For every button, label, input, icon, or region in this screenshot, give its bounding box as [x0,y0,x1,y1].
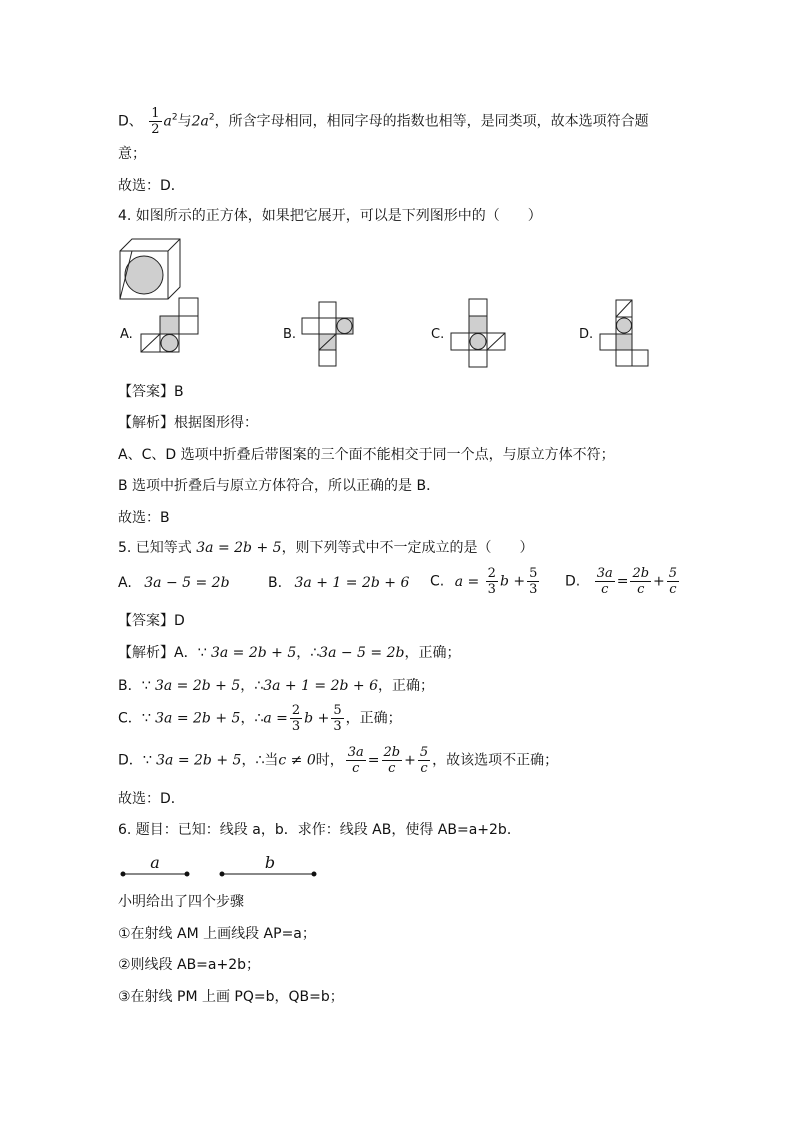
q5-option-b-expr: 3a + 1 = 2b + 6 [294,575,410,591]
q4-option-b-net [302,302,362,370]
q5-analysis-a [118,643,460,663]
fraction-denominator: 3 [291,719,301,734]
fraction-numerator: 2 [291,703,301,718]
fraction-denominator: c [420,761,428,776]
q5-an-d-cond: c ≠ 0 [278,752,316,769]
q4-answer: 【答案】B [118,384,184,400]
q5-analysis-d [118,745,558,776]
q5-an-b-eq1: 3a = 2b + 5 [154,678,241,694]
fraction-numerator: 5 [333,703,342,718]
q3-choose: 故选：D． [118,178,185,194]
fraction-numerator: 5 [668,566,678,581]
q5-an-c-sep: ，∴ [240,710,264,727]
q6-segments-figure [118,852,328,882]
fraction [331,703,343,734]
q5-option-d [565,566,681,597]
q5-an-d-eq1: 3a = 2b + 5 [156,752,242,769]
fraction-numerator: 3a [347,745,364,760]
q5-an-b-sep: ，∴ [240,678,264,694]
q5-stem-pre: 5. 已知等式 [118,540,192,556]
q4-option-a-net [141,298,201,356]
fraction [595,566,615,597]
q3-d-with: 与 [177,113,192,130]
q3-d-continuation: 意； [118,146,146,162]
q5-an-d-post: ，故该选项不正确； [432,752,559,769]
fraction-numerator: 5 [419,745,429,760]
q4-option-d-label: D. [579,327,594,342]
fraction [382,745,403,776]
fraction-denominator: c [388,761,396,776]
fraction-denominator: c [352,761,360,776]
fraction-denominator: 3 [487,582,496,597]
q3-d-text: ，所含字母相同，相同字母的指数也相等，是同类项，故本选项符合题 [214,113,649,130]
q4-analysis-title: 【解析】根据图形得： [118,415,258,431]
q5-an-d-sep: ，∴当 [241,752,279,769]
cube-circle-pattern [125,256,163,294]
q5-option-d-equals: = [616,573,629,590]
q5-an-d-plus: + [404,752,416,769]
fraction-numerator: 1 [151,106,160,121]
q3-d-label: D、 [118,113,143,130]
fraction [486,566,498,597]
q4-option-d-net [600,300,652,368]
q4-stem: 4. 如图所示的正方体，如果把它展开，可以是下列图形中的（ ） [118,208,542,224]
q5-option-c-mid: b + [499,573,526,590]
fraction-numerator: 2b [383,745,401,760]
q5-option-a [118,575,230,591]
q5-option-c-label: C. [430,573,445,590]
q5-an-b-pre: B．∵ [118,678,151,694]
fraction [630,566,651,597]
q4-analysis-1: A、C、D 选项中折叠后带图案的三个面不能相交于同一个点，与原立方体不符； [118,447,615,463]
q5-an-a-eq2: 3a − 5 = 2b [319,645,405,661]
q3-d-exp2: 2 [208,112,215,123]
q5-an-c-eq1: 3a = 2b + 5 [155,710,241,727]
q5-an-d-equals: = [367,752,380,769]
fraction-numerator: 2 [487,566,496,581]
q5-option-c-lhs: a = [454,573,480,590]
q6-step-3: ③在射线 PM 上画 PQ=b，QB=b； [118,989,344,1005]
q4-choose: 故选：B [118,510,170,526]
q4-analysis-2: B 选项中折叠后与原立方体符合，所以正确的是 B． [118,478,441,494]
q4-option-c-label: C. [431,327,445,342]
q5-an-a-pre: 【解析】A．∵ [118,645,207,661]
q5-an-c-pre: C．∵ [118,710,151,727]
q3-d-half-fraction [149,106,161,137]
segment-a-endpoint [121,872,125,876]
q5-stem-post: ，则下列等式中不一定成立的是（ ） [281,540,534,556]
fraction-numerator: 3a [596,566,613,581]
q5-an-a-sep: ，∴ [296,645,320,661]
q3-d-exp1: 2 [171,112,178,123]
q4-option-a-label: A. [120,327,133,342]
q5-option-a-expr: 3a − 5 = 2b [144,575,230,591]
q6-step-2: ②则线段 AB=a+2b； [118,957,261,973]
fraction [667,566,679,597]
q5-option-d-label: D. [565,573,581,590]
q5-stem [118,538,534,558]
fraction [346,745,366,776]
q5-answer: 【答案】D [118,613,185,629]
fraction-denominator: 2 [151,122,160,137]
fraction-denominator: 3 [333,719,342,734]
segment-a-label: a [150,853,160,872]
segment-b-endpoint [312,872,316,876]
fraction-numerator: 5 [529,566,538,581]
q4-option-c-net [451,299,511,371]
fraction [290,703,302,734]
fraction [418,745,430,776]
q4-option-b-label: B. [283,327,297,342]
q5-an-c-post: ，正确； [345,710,402,727]
q5-option-c [430,566,541,597]
q5-option-b-label: B. [268,575,283,591]
fraction-denominator: c [637,582,645,597]
fraction-denominator: c [669,582,677,597]
q5-an-a-eq1: 3a = 2b + 5 [210,645,297,661]
q5-analysis-c [118,703,402,734]
q5-choose: 故选：D． [118,791,185,807]
q5-option-d-plus: + [653,573,665,590]
q5-an-d-pre: D．∵ [118,752,152,769]
q5-option-b [268,575,409,591]
q6-stem: 6. 题目：已知：线段 a，b．求作：线段 AB，使得 AB=a+2b． [118,822,521,838]
segment-a-endpoint [185,872,189,876]
fraction-denominator: 3 [529,582,538,597]
q5-stem-equation: 3a = 2b + 5 [196,540,282,556]
fraction-numerator: 2b [632,566,650,581]
segment-b-endpoint [220,872,224,876]
q6-intro: 小明给出了四个步骤 [118,894,244,910]
q5-an-b-eq2: 3a + 1 = 2b + 6 [263,678,379,694]
q5-analysis-b [118,676,434,696]
q3-option-d-line [118,106,649,137]
q5-an-c-lhs: a = [263,710,288,727]
cube-top-edge [168,239,180,251]
fraction [527,566,539,597]
fraction-denominator: c [601,582,609,597]
q3-d-term2: 2a [191,113,209,130]
q5-an-b-post: ，正确； [378,678,435,694]
q5-option-a-label: A. [118,575,132,591]
q5-an-d-when: 时， [315,752,344,769]
q3-d-term1: a [163,113,172,130]
q4-cube-figure [119,238,189,300]
q5-an-c-mid: b + [304,710,330,727]
q5-an-a-post: ，正确； [404,645,461,661]
segment-b-label: b [264,853,276,872]
q6-step-1: ①在射线 AM 上画线段 AP=a； [118,926,316,942]
